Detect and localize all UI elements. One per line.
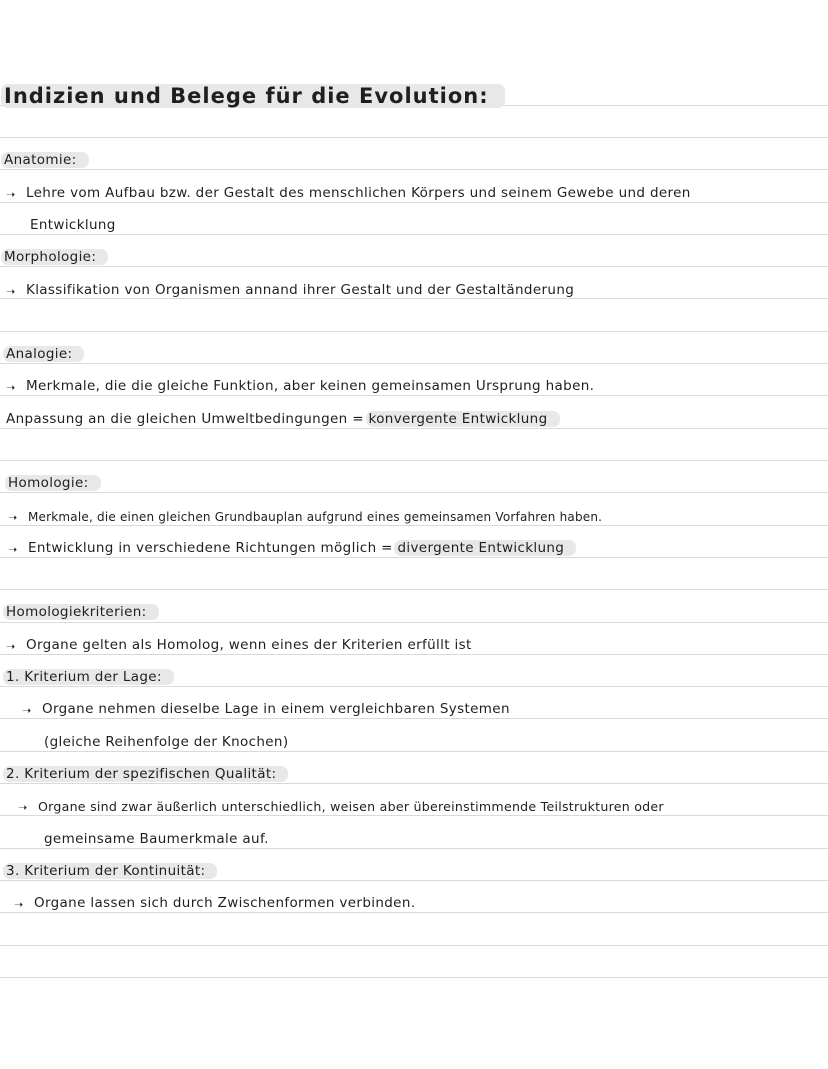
- anatomie-heading-row: [0, 140, 828, 172]
- ruled-line: [0, 589, 828, 590]
- kriterien-heading: Homologiekriterien:: [3, 604, 159, 620]
- kriterium-2-heading: 2. Kriterium der spezifischen Qualität:: [3, 766, 288, 782]
- ruled-line: [0, 460, 828, 461]
- analogie-text-2: Anpassung an die gleichen Umweltbedingungen =: [6, 411, 364, 427]
- arrow-icon: ➝: [6, 188, 16, 201]
- kriterien-heading-row: [0, 592, 828, 624]
- konvergente-entwicklung-highlight: konvergente Entwicklung: [366, 411, 560, 427]
- analogie-line-1: [0, 366, 828, 398]
- homologie-line-1: [0, 496, 828, 528]
- arrow-icon: ➝: [6, 381, 16, 394]
- analogie-text-1: Merkmale, die die gleiche Funktion, aber keinen gemeinsamen Ursprung haben.: [26, 378, 595, 394]
- divergente-entwicklung-highlight: divergente Entwicklung: [394, 540, 576, 556]
- homologie-heading: Homologie:: [5, 475, 101, 491]
- kriterium-1-line-1: [0, 689, 828, 721]
- homologie-text-2: Entwicklung in verschiedene Richtungen möglich =: [28, 540, 393, 556]
- arrow-icon: ➝: [8, 543, 18, 556]
- arrow-icon: ➝: [8, 511, 18, 524]
- ruled-line: [0, 137, 828, 138]
- kriterien-intro: Organe gelten als Homolog, wenn eines der Kriterien erfüllt ist: [26, 637, 472, 653]
- page-title: [4, 84, 505, 108]
- analogie-heading: Analogie:: [3, 346, 84, 362]
- analogie-heading-row: [0, 334, 828, 366]
- kriterium-1-line-2: [0, 722, 828, 754]
- kriterium-1-text-2: (gleiche Reihenfolge der Knochen): [44, 734, 289, 750]
- morphologie-line: [0, 270, 828, 302]
- analogie-line-2: [0, 399, 828, 431]
- title-row: [0, 80, 828, 112]
- morphologie-heading: Morphologie:: [1, 249, 108, 265]
- anatomie-text-2: Entwicklung: [30, 217, 116, 233]
- homologie-line-2: [0, 528, 828, 560]
- kriterium-3-heading-row: [0, 851, 828, 883]
- ruled-line: [0, 331, 828, 332]
- kriterium-2-text-1: Organe sind zwar äußerlich unterschiedlich, weisen aber übereinstimmende Teilstrukturen oder: [38, 799, 664, 814]
- kriterium-2-text-2: gemeinsame Baumerkmale auf.: [44, 831, 269, 847]
- arrow-icon: ➝: [18, 801, 28, 814]
- morphologie-text: Klassifikation von Organismen annand ihrer Gestalt und der Gestaltänderung: [26, 282, 575, 298]
- arrow-icon: ➝: [6, 640, 16, 653]
- kriterium-3-text: Organe lassen sich durch Zwischenformen verbinden.: [34, 895, 416, 911]
- kriterium-1-heading-row: [0, 657, 828, 689]
- kriterium-2-line-2: [0, 819, 828, 851]
- anatomie-line-1: [0, 173, 828, 205]
- kriterium-3-heading: 3. Kriterium der Kontinuität:: [3, 863, 217, 879]
- kriterien-intro-line: [0, 625, 828, 657]
- kriterium-1-heading: 1. Kriterium der Lage:: [3, 669, 174, 685]
- arrow-icon: ➝: [22, 704, 32, 717]
- kriterium-2-line-1: [0, 786, 828, 818]
- arrow-icon: ➝: [6, 285, 16, 298]
- kriterium-2-heading-row: [0, 754, 828, 786]
- anatomie-text-1: Lehre vom Aufbau bzw. der Gestalt des menschlichen Körpers und seinem Gewebe und deren: [26, 185, 691, 201]
- kriterium-1-text-1: Organe nehmen dieselbe Lage in einem vergleichbaren Systemen: [42, 701, 510, 717]
- arrow-icon: ➝: [14, 898, 24, 911]
- kriterium-3-line: [0, 883, 828, 915]
- homologie-text-1: Merkmale, die einen gleichen Grundbauplan aufgrund eines gemeinsamen Vorfahren haben.: [28, 510, 603, 524]
- ruled-line: [0, 977, 828, 978]
- title-text: Indizien und Belege für die Evolution:: [1, 84, 505, 108]
- anatomie-line-2: [0, 205, 828, 237]
- homologie-heading-row: [0, 463, 828, 495]
- morphologie-heading-row: [0, 237, 828, 269]
- anatomie-heading: Anatomie:: [1, 152, 89, 168]
- ruled-line: [0, 945, 828, 946]
